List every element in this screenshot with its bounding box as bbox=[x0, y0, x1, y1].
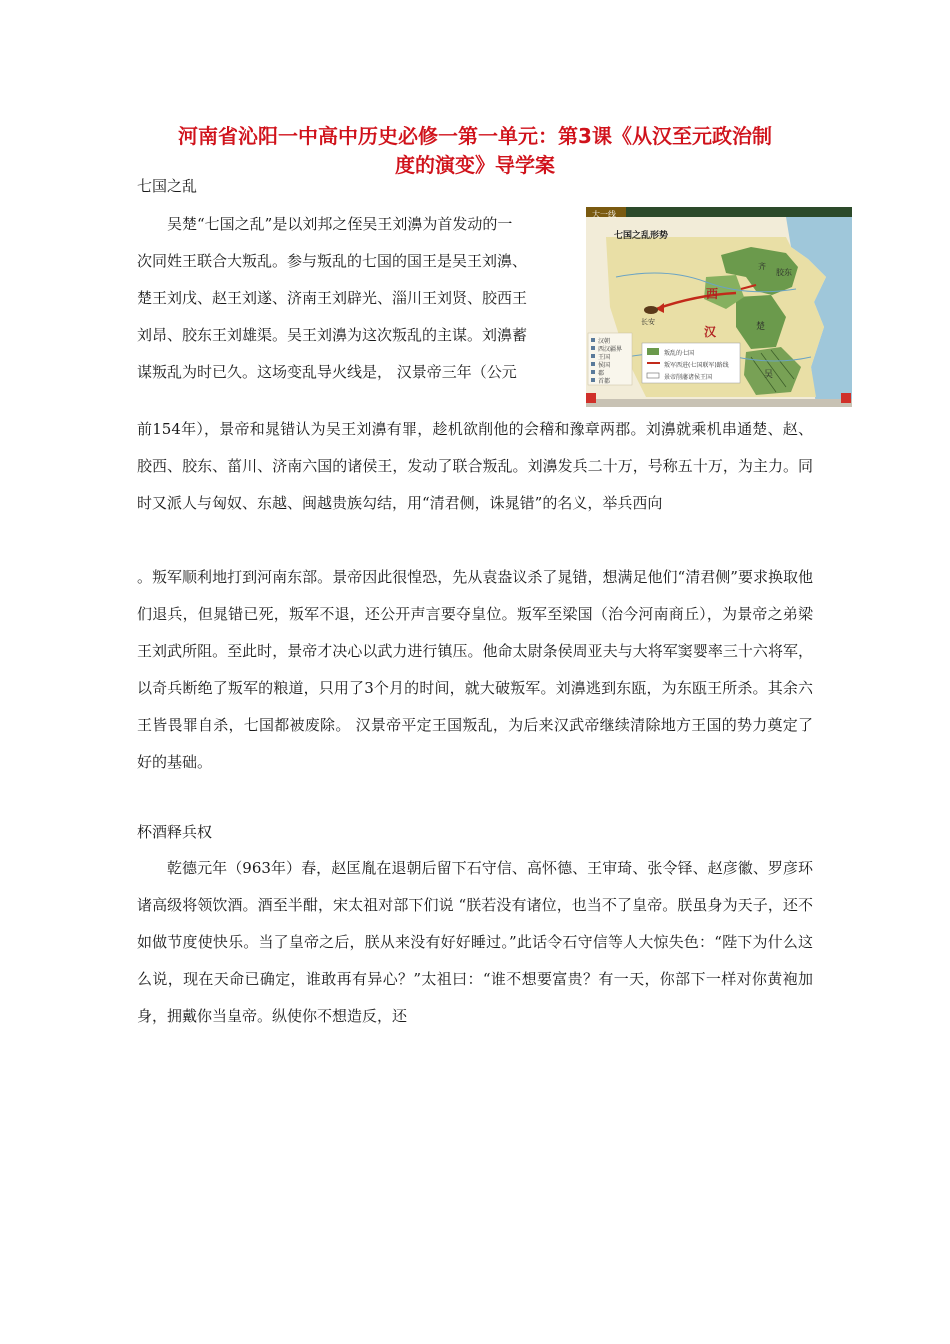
side-item-1: 汉朝 bbox=[598, 338, 611, 345]
side-item-5: 郡 bbox=[598, 370, 605, 377]
intro-line-4: 刘昂、胶东王刘雄渠。吴王刘濞为这次叛乱的主谋。刘濞蓄 bbox=[137, 326, 528, 344]
map-label-qi: 齐 bbox=[758, 262, 766, 271]
section1-intro bbox=[137, 206, 575, 391]
section-heading-beijiu: 杯酒释兵权 bbox=[137, 823, 213, 841]
side-item-3: 王国 bbox=[598, 354, 611, 361]
map-label-west: 西 bbox=[706, 287, 719, 301]
figure-tab-label: 大一线 bbox=[592, 210, 616, 219]
title-line-2: 度的演变》导学案 bbox=[395, 153, 555, 177]
side-item-2: 西汉疆界 bbox=[598, 346, 623, 353]
title-line-1: 河南省沁阳一中高中历史必修一第一单元：第3课《从汉至元政治制 bbox=[178, 124, 772, 148]
intro-line-1: 吴楚“七国之乱”是以刘邦之侄吴王刘濞为首发动的一 bbox=[167, 215, 513, 233]
map-label-han: 汉 bbox=[704, 325, 717, 339]
section-heading-qiguo: 七国之乱 bbox=[137, 177, 198, 195]
section2-paragraph: 乾德元年（963年）春，赵匡胤在退朝后留下石守信、高怀德、王审琦、张令铎、赵彦徽、罗彦环诸高级将领饮酒。酒至半酣，宋太祖对部下们说 “朕若没有诸位，也当不了皇帝。朕虽身为天子，还不如做节度使快乐。当了皇帝之后，朕从来没有好好睡过。”此话令石守信等人大惊失色：“陛下为什么这么说，现在天命已确定，谁敢再有异心？”太祖曰：“谁不想要富贵？有一天，你部下一样对你黄袍加身，拥戴你当皇帝。纵使你不想造反，还 bbox=[137, 859, 813, 1025]
intro-line-2: 次同姓王联合大叛乱。参与叛乱的七国的国王是吴王刘濞、 bbox=[137, 252, 528, 270]
section1-paragraph-2: 。叛军顺利地打到河南东部。景帝因此很惶恐，先从袁盎议杀了晁错，想满足他们“清君侧”要求换取他们退兵，但晁错已死，叛军不退，还公开声言要夺皇位。叛军至梁国（治今河南商丘），为景帝之弟梁王刘武所阻。至此时，景帝才决心以武力进行镇压。他命太尉条侯周亚夫与大将军窦婴率三十六将军，以奇兵断绝了叛军的粮道，只用了3个月的时间，就大破叛军。刘濞逃到东瓯，为东瓯王所杀。其余六王皆畏罪自杀，七国都被废除。 汉景帝平定王国叛乱，为后来汉武帝继续清除地方王国的势力奠定了好的基础。 bbox=[137, 568, 813, 771]
document-title bbox=[120, 122, 830, 180]
map-label-jiaodong: 胶东 bbox=[776, 268, 792, 277]
figure-title: 七国之乱形势 bbox=[614, 231, 669, 241]
map-label-changan: 长安 bbox=[641, 318, 655, 326]
legend-item-rebel-states: 叛乱的七国 bbox=[664, 350, 695, 357]
legend-item-rebel-route: 叛军西进(七国联军)路线 bbox=[664, 362, 729, 369]
map-label-chu: 楚 bbox=[756, 322, 766, 332]
map-label-wu: 吴 bbox=[764, 370, 774, 380]
intro-line-3: 楚王刘戊、赵王刘遂、济南王刘辟光、淄川王刘贤、胶西王 bbox=[137, 289, 528, 307]
side-item-6: 首都 bbox=[598, 378, 611, 385]
side-item-4: 侯国 bbox=[598, 362, 611, 369]
section1-paragraph-continued: 前154年），景帝和晁错认为吴王刘濞有罪，趁机欲削他的会稽和豫章两郡。刘濞就乘机串通楚、赵、胶西、胶东、菑川、济南六国的诸侯王，发动了联合叛乱。刘濞发兵二十万，号称五十万，为主力。同时又派人与匈奴、东越、闽越贵族勾结，用“清君侧，诛晁错”的名义，举兵西向 bbox=[137, 420, 813, 512]
intro-line-5: 谋叛乱为时已久。这场变乱导火线是， 汉景帝三年（公元 bbox=[137, 363, 517, 381]
map-figure bbox=[586, 207, 852, 407]
legend-item-loyal-states: 景帝削藩诸侯王国 bbox=[664, 374, 713, 381]
